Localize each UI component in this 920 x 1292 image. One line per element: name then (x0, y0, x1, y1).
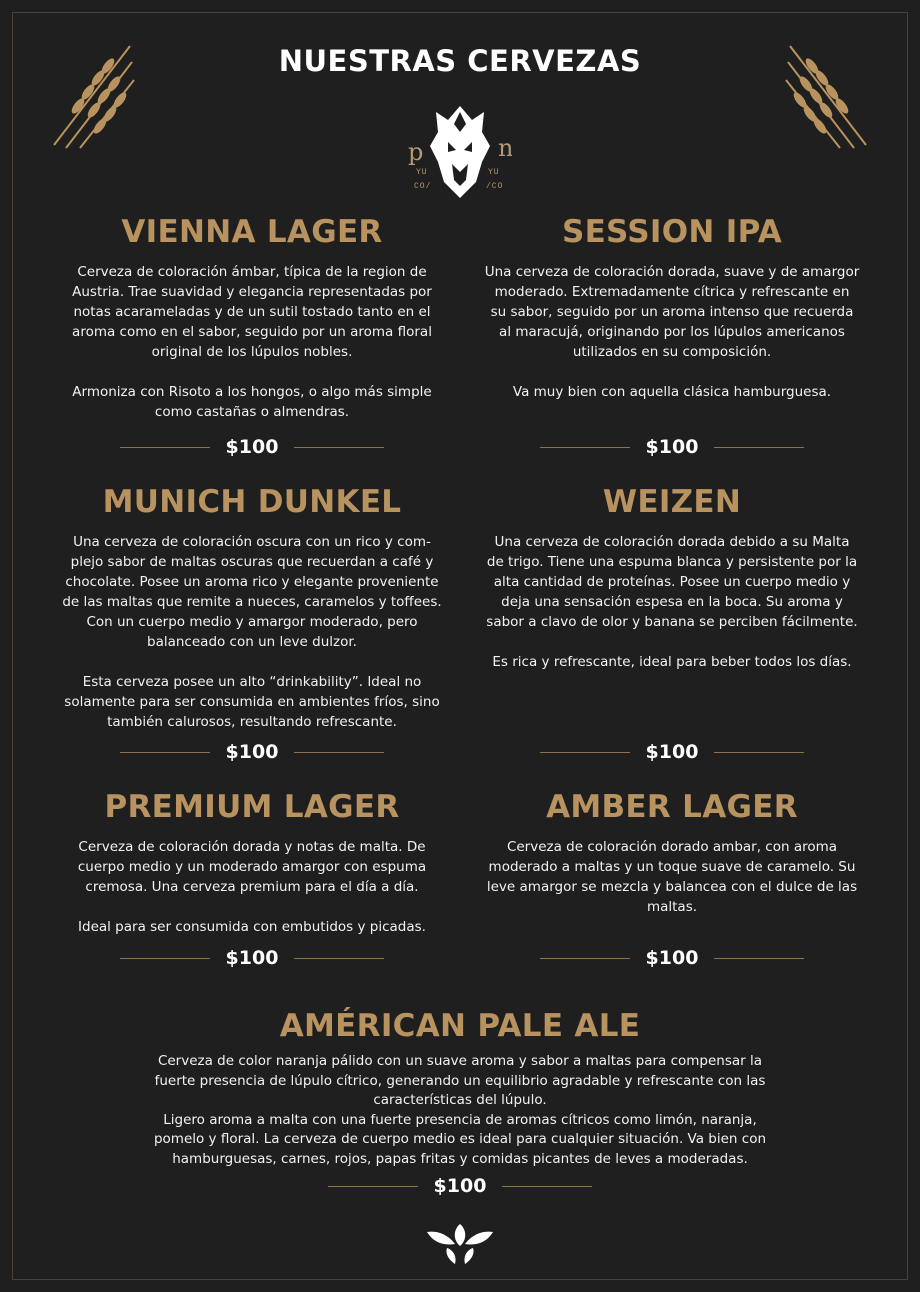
leaf-ornament-icon (425, 1222, 495, 1266)
price-row (476, 436, 868, 458)
beer-description: Una cerveza de coloración oscura con un rico y com- plejo sabor de maltas oscuras que recuerdan a café y chocolate. Posee un aroma rico y elegante proveniente de las maltas que remite a nueces, caramelos y toffees. Con un cuerpo medio y amargor moderado, pero balanceado con un leve dulzor. Esta cerveza posee un alto “drinkability”. Ideal no solamente para ser consumida en ambientes fríos, sino también calurosos, resultando refrescante. (62, 534, 442, 730)
divider-line (328, 1186, 418, 1187)
divider-line (714, 447, 804, 448)
beer-price: $100 (645, 741, 699, 763)
logo-label-bottom-right: /CO (486, 182, 504, 191)
beer-item (62, 214, 442, 422)
divider-line (294, 752, 384, 753)
divider-line (714, 752, 804, 753)
beer-name: SESSION IPA (561, 214, 783, 250)
price-row (476, 947, 868, 969)
beer-price: $100 (433, 1175, 487, 1197)
price-row (62, 741, 442, 763)
svg-text:n: n (498, 134, 512, 162)
price-row (476, 741, 868, 763)
beer-price: $100 (225, 947, 279, 969)
beer-item (476, 214, 868, 402)
beer-item (62, 789, 442, 937)
beer-name: VIENNA LAGER (121, 214, 383, 250)
divider-line (294, 447, 384, 448)
page-title: NUESTRAS CERVEZAS (278, 44, 642, 78)
beer-description: Una cerveza de coloración dorada, suave y de amargor moderado. Extremadamente cítrica y refrescante en su sabor, seguido por un aroma intenso que recuerda al maracujá, originando por los lúpulos americanos utilizados en su composición. Va muy bien con aquella clásica hamburguesa. (484, 264, 860, 400)
beer-description: Cerveza de coloración dorado ambar, con aroma moderado a maltas y un toque suave de caramelo. Su leve amargor se mezcla y balancea con el dulce de las maltas. (486, 839, 858, 915)
divider-line (120, 447, 210, 448)
logo-label-bottom-left: CO/ (414, 182, 432, 191)
beer-name: WEIZEN (602, 484, 742, 520)
divider-line (540, 958, 630, 959)
svg-text:p: p (408, 138, 424, 166)
price-row (62, 436, 442, 458)
beer-item (100, 1008, 820, 1169)
logo-label-left: YU (416, 168, 428, 177)
divider-line (714, 958, 804, 959)
beer-name: AMBER LAGER (546, 789, 798, 825)
wolf-logo (408, 102, 512, 202)
divider-line (120, 752, 210, 753)
beer-name: MUNICH DUNKEL (102, 484, 402, 520)
beer-name: PREMIUM LAGER (104, 789, 400, 825)
beer-price: $100 (225, 436, 279, 458)
beer-price: $100 (225, 741, 279, 763)
price-row (100, 1175, 820, 1197)
divider-line (120, 958, 210, 959)
beer-name: AMÉRICAN PALE ALE (279, 1008, 641, 1044)
beer-item (476, 484, 868, 672)
beer-description: Cerveza de coloración ámbar, típica de la region de Austria. Trae suavidad y elegancia representadas por notas acarameladas y de un sutil tostado tanto en el aroma como en el sabor, seguido por un aroma floral original de los lúpulos nobles. Armoniza con Risoto a los hongos, o algo más simple como castañas o almendras. (72, 264, 432, 420)
beer-item (476, 789, 868, 917)
beer-description: Una cerveza de coloración dorada debido a su Malta de trigo. Tiene una espuma blanca y persistente por la alta cantidad de proteínas. Posee un cuerpo medio y deja una sensación espesa en la boca. Su aroma y sabor a clavo de olor y banana se perciben fácilmente. Es rica y refrescante, ideal para beber todos los días. (486, 534, 858, 670)
beer-description: Cerveza de color naranja pálido con un suave aroma y sabor a maltas para compensar la fuerte presencia de lúpulo cítrico, generando un equilibrio agradable y refrescante con las características del lúpulo. Ligero aroma a malta con una fuerte presencia de aromas cítricos como limón, naranja, pomelo y floral. La cerveza de cuerpo medio es ideal para cualquier situación. Va bien con hamburguesas, carnes, rojos, papas fritas y comidas picantes de leves a moderadas. (153, 1053, 767, 1167)
beer-price: $100 (645, 436, 699, 458)
divider-line (540, 752, 630, 753)
logo-label-right: YU (488, 168, 500, 177)
beer-item (62, 484, 442, 732)
price-row (62, 947, 442, 969)
divider-line (502, 1186, 592, 1187)
divider-line (540, 447, 630, 448)
beer-description: Cerveza de coloración dorada y notas de malta. De cuerpo medio y un moderado amargor con espuma cremosa. Una cerveza premium para el día a día. Ideal para ser consumida con embutidos y picadas. (77, 839, 427, 935)
beer-price: $100 (645, 947, 699, 969)
divider-line (294, 958, 384, 959)
